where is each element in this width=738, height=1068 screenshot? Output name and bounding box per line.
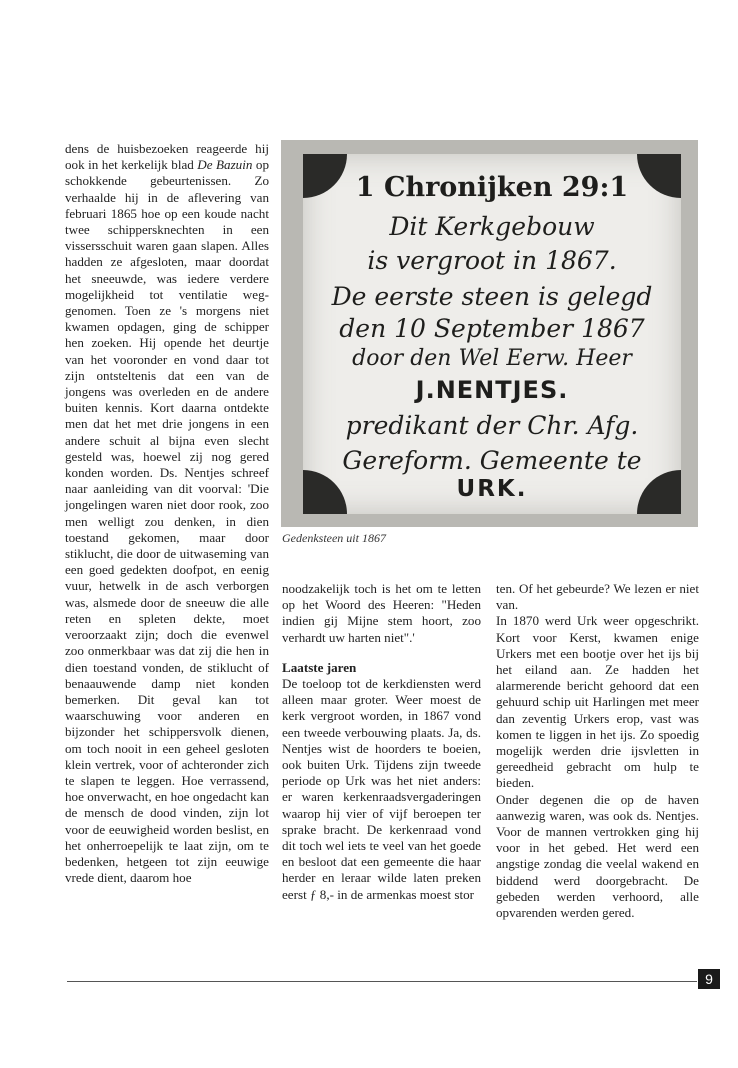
article-column-2 (282, 581, 481, 903)
article-column-3 (496, 581, 699, 921)
plaque-line: URK. (456, 476, 528, 502)
publication-title: De Bazuin (197, 157, 253, 173)
article-column-1 (65, 141, 269, 886)
footer-divider (67, 981, 697, 982)
plaque-line: predikant der Chr. Afg. (345, 411, 639, 440)
memorial-plaque (303, 154, 681, 514)
plaque-line: De eerste steen is gelegd (331, 282, 653, 311)
article-paragraph: dens de huisbezoeken reageerde hij ook in het kerkelijk blad De Bazuin op schokkende gebeurtenissen. Zo verhaalde hij in de aflevering van februari 1865 hoe op een koude nacht twee schippersknechten in een vissersschuit waren gaan slapen. Alles hadden ze afgesloten, maar doordat het sneeuwde, was iedere verdere mogelijkheid tot ventilatie weggenomen. Toen ze 's morgens niet kwamen opdagen, ging de schipper hen zoeken. Hij opende het deurtje van het vooronder en vond daar tot zijn ontsteltenis dat een van de jongens was overleden en de andere buiten kennis. Kort daarna ontdekte men dat het met drie jongens in een andere schuit al bijna even slecht gesteld was, hoewel zij nog gered konden worden. Ds. Nentjes schreef naar aanleiding van dit voorval: 'Die jongelingen waren niet door rook, zoo men welligt zou denken, in dien toestand gekomen, maar door stiklucht, die door de uitwaseming van een goed gedekten doofpot, en eenig vuur, hetwelk in de asch verborgen was, alsmede door de sneeuw die alle reten en spleten dekte, moet veroorzaakt zijn; doch die evenwel zoo onmerkbaar was dat zij die hen in dien toestand vonden, de stiklucht of benaauwende damp niet konden bemerken. Dit geval kan tot waarschuwing voor anderen en bijzonder het schippersvolk dienen, om toch nooit in een geheel gesloten klein vertrek, voor of achteronder zich te slapen te leggen. Hoe verrassend, hoe onverwacht, en hoe ongedacht kan de mensch de dood vinden, zijn lot voor de eeuwigheid worden beslist, en het onherroepelijk te laat zijn, om te bedenken, hetgeen tot zijn eeuwige vrede dient, daarom hoe (65, 141, 269, 886)
article-paragraph: De toeloop tot de kerkdiensten werd alleen maar groter. Weer moest de kerk vergroot worden, in 1867 vond een tweede verbouwing plaats. Ja, ds. Nentjes wist de hoorders te boeien, ook buiten Urk. Tijdens zijn tweede periode op Urk was het niet anders: er waren kerkenraadsvergaderingen waarop hij vier of vijf beroepen ter sprake bracht. De kerkenraad vond dit toch wel iets te veel van het goede en besloot dat een gemeente die haar herder en leraar wilde laten preken eerst ƒ 8,- in de armenkas moest stor (282, 676, 481, 902)
memorial-stone-photo (281, 140, 698, 527)
article-paragraph: ten. Of het gebeurde? We lezen er niet van. (496, 581, 699, 613)
article-paragraph: noodzakelijk toch is het om te letten op het Woord des Heeren: "Heden indien gij Mijne stem hoort, zoo verhardt uw harten niet".' (282, 581, 481, 645)
article-paragraph: Onder degenen die op de haven aanwezig waren, was ook ds. Nentjes. Voor de mannen vertrokken ging hij voor in het gebed. Het werd een angstige zondag die veelal wakend en biddend werd doorgebracht. De gebeden werden verhoord, alle opvarenden werden gered. (496, 791, 699, 921)
plaque-line: J.NENTJES. (415, 376, 569, 404)
plaque-line: Dit Kerkgebouw (389, 212, 595, 241)
photo-caption: Gedenksteen uit 1867 (282, 531, 386, 545)
plaque-line: 1 Chronijken 29:1 (355, 172, 629, 203)
plaque-line: Gereform. Gemeente te (342, 446, 642, 475)
plaque-line: den 10 September 1867 (339, 314, 645, 343)
plaque-line: door den Wel Eerw. Heer (352, 346, 632, 371)
page-number: 9 (698, 969, 720, 989)
section-heading: Laatste jaren (282, 659, 357, 675)
plaque-line: is vergroot in 1867. (367, 246, 617, 275)
article-paragraph: In 1870 werd Urk weer opgeschrikt. Kort voor Kerst, kwamen enige Urkers met een bootje over het ijs bij het eiland aan. Ze hadden het alarmerende bericht gehoord dat een gehuurd schip uit Harlingen met meer dan zeventig Urkers erop, vast was komen te liggen in het ijs. Zo spoedig mogelijk werden drie ijsvletten in gereedheid gebracht om hulp te bieden. (496, 613, 699, 791)
